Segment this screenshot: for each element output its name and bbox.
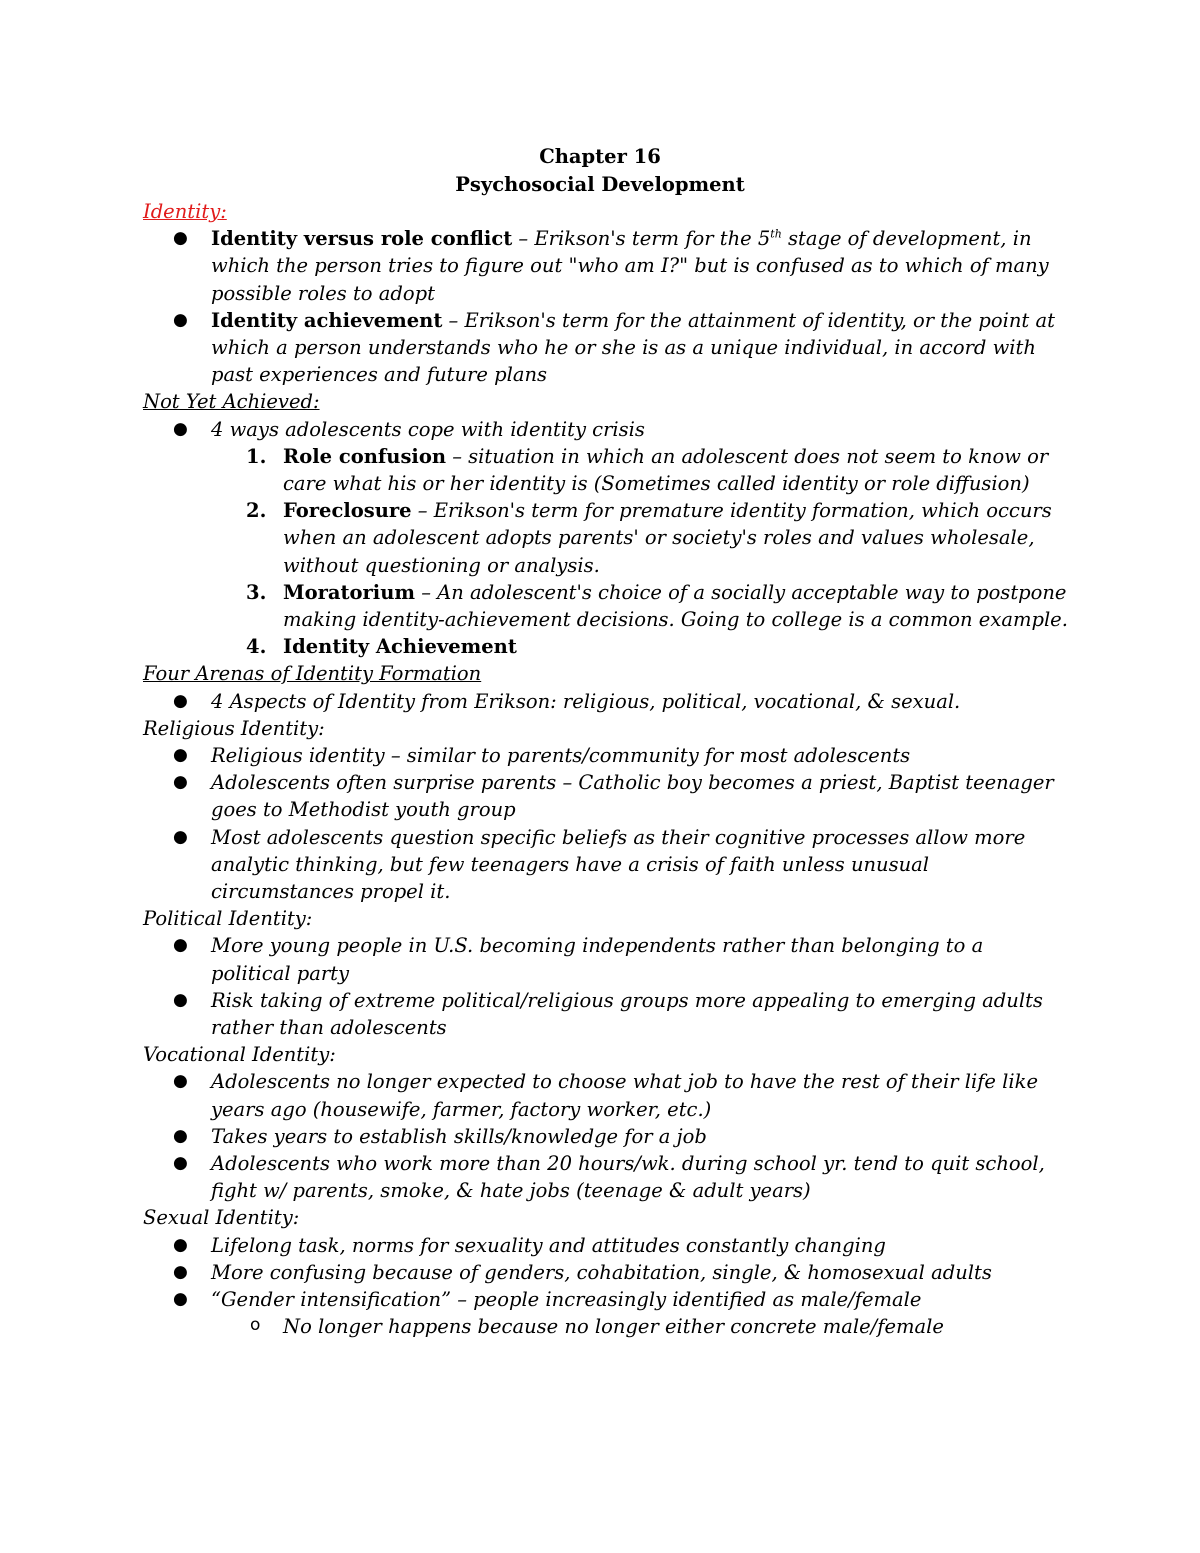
list-item — [143, 225, 1068, 307]
list-item — [143, 416, 1068, 443]
term: Identity achievement — [211, 308, 443, 332]
list-item — [143, 742, 1068, 769]
list-item — [143, 1232, 1068, 1259]
list-item-text: More confusing because of genders, cohabitation, single, & homosexual adults — [211, 1260, 992, 1284]
definition: – situation in which an adolescent does not seem to know or care what his or her identity is (Sometimes called identity or role diffusion) — [283, 444, 1049, 495]
term: Identity Achievement — [283, 635, 517, 659]
list-item-text: Risk taking of extreme political/religious groups more appealing to emerging adults rather than adolescents — [211, 988, 1043, 1040]
political-heading: Political Identity: — [143, 907, 313, 931]
term: Role confusion — [283, 444, 447, 468]
sexual-heading: Sexual Identity: — [143, 1206, 300, 1230]
bullet-icon: ● — [173, 309, 188, 330]
political-list — [143, 932, 1068, 1041]
bullet-icon: ● — [173, 826, 188, 847]
bullet-icon: ● — [173, 745, 188, 765]
definition: stage of development, in which the person tries to figure out "who am I?" but is confused as to which of many possible roles to adopt — [211, 227, 1049, 305]
religious-list — [143, 742, 1068, 905]
sub-bullet-icon: o — [250, 1315, 261, 1336]
item-number: 3. — [246, 580, 267, 604]
list-item — [143, 1123, 1068, 1150]
vocational-heading: Vocational Identity: — [143, 1043, 336, 1067]
superscript: th — [770, 227, 782, 241]
list-item — [143, 932, 1068, 986]
list-item-text: Adolescents who work more than 20 hours/wk. during school yr. tend to quit school, fight w/ parents, smoke, & hate jobs (teenage & adult years) — [211, 1152, 1045, 1203]
list-item — [143, 688, 1068, 715]
definition: – Erikson's term for the 5 — [512, 227, 771, 251]
title-block — [0, 143, 1200, 199]
bullet-icon: ● — [173, 418, 188, 439]
definition: – An adolescent's choice of a socially acceptable way to postpone making identity-achievement decisions. Going to college is a common example. — [283, 580, 1068, 632]
item-number: 2. — [246, 499, 267, 523]
list-item — [143, 824, 1068, 906]
chapter-title: Chapter 16 — [539, 145, 661, 168]
list-item — [143, 769, 1068, 823]
bullet-icon: ● — [173, 1261, 188, 1282]
list-item-text: Lifelong task, norms for sexuality and attitudes constantly changing — [211, 1233, 886, 1257]
chapter-subtitle: Psychosocial Development — [455, 173, 745, 196]
list-item-text: 4 Aspects of Identity from Erikson: religious, political, vocational, & sexual. — [211, 689, 961, 713]
list-item-text: Adolescents no longer expected to choose what job to have the rest of their life like years ago (housewife, farmer, factory worker, etc.) — [211, 1070, 1038, 1121]
bullet-icon: ● — [173, 690, 188, 711]
term: Foreclosure — [283, 499, 412, 523]
item-number: 4. — [246, 635, 267, 659]
numbered-item — [143, 579, 1068, 633]
numbered-item — [143, 443, 1068, 497]
notes-body — [143, 198, 1068, 1340]
list-item-text: More young people in U.S. becoming independents rather than belonging to a political party — [211, 934, 984, 985]
term: Identity versus role conflict — [211, 227, 513, 251]
religious-heading: Religious Identity: — [143, 716, 325, 740]
list-item-text: Most adolescents question specific beliefs as their cognitive processes allow more analytic thinking, but few teenagers have a crisis of faith unless unusual circumstances propel it. — [211, 825, 1026, 904]
item-number: 1. — [246, 444, 267, 468]
bullet-icon: ● — [173, 1234, 188, 1255]
definition: – Erikson's term for premature identity formation, which occurs when an adolescent adopts parents' or society's roles and values wholesale, without questioning or analysis. — [283, 499, 1052, 577]
bullet-icon: ● — [173, 1125, 188, 1146]
list-item-text: Religious identity – similar to parents/community for most adolescents — [211, 744, 911, 767]
list-item — [143, 1150, 1068, 1204]
bullet-icon: ● — [173, 1153, 188, 1174]
list-item — [143, 1259, 1068, 1286]
term: Moratorium — [283, 580, 416, 604]
list-item-text: No longer happens because no longer either concrete male/female — [283, 1315, 944, 1339]
not-yet-list — [143, 416, 1068, 661]
bullet-icon: ● — [173, 989, 188, 1010]
arenas-heading: Four Arenas of Identity Formation — [143, 662, 482, 686]
list-item — [143, 987, 1068, 1041]
bullet-icon: ● — [173, 935, 188, 956]
list-item-text: “Gender intensification” – people increasingly identified as male/female — [211, 1288, 922, 1312]
not-yet-heading: Not Yet Achieved: — [143, 390, 320, 414]
sub-list-item — [143, 1313, 1068, 1340]
list-item — [143, 307, 1068, 389]
vocational-list — [143, 1068, 1068, 1204]
numbered-item — [143, 497, 1068, 579]
sexual-list — [143, 1232, 1068, 1341]
bullet-icon: ● — [173, 1071, 188, 1092]
bullet-icon: ● — [173, 772, 188, 793]
identity-list — [143, 225, 1068, 388]
list-item — [143, 1068, 1068, 1122]
bullet-icon: ● — [173, 228, 188, 249]
arenas-list — [143, 688, 1068, 715]
list-item-text: Adolescents often surprise parents – Catholic boy becomes a priest, Baptist teenager goes to Methodist youth group — [211, 771, 1054, 822]
bullet-icon: ● — [173, 1289, 188, 1310]
definition: – Erikson's term for the attainment of identity, or the point at which a person understands who he or she is as a unique individual, in accord with past experiences and future plans — [211, 308, 1055, 387]
list-item-text: Takes years to establish skills/knowledge for a job — [211, 1124, 707, 1148]
list-item — [143, 1286, 1068, 1313]
identity-heading: Identity: — [143, 200, 227, 223]
list-item-text: 4 ways adolescents cope with identity crisis — [211, 417, 645, 441]
numbered-item — [143, 633, 1068, 660]
